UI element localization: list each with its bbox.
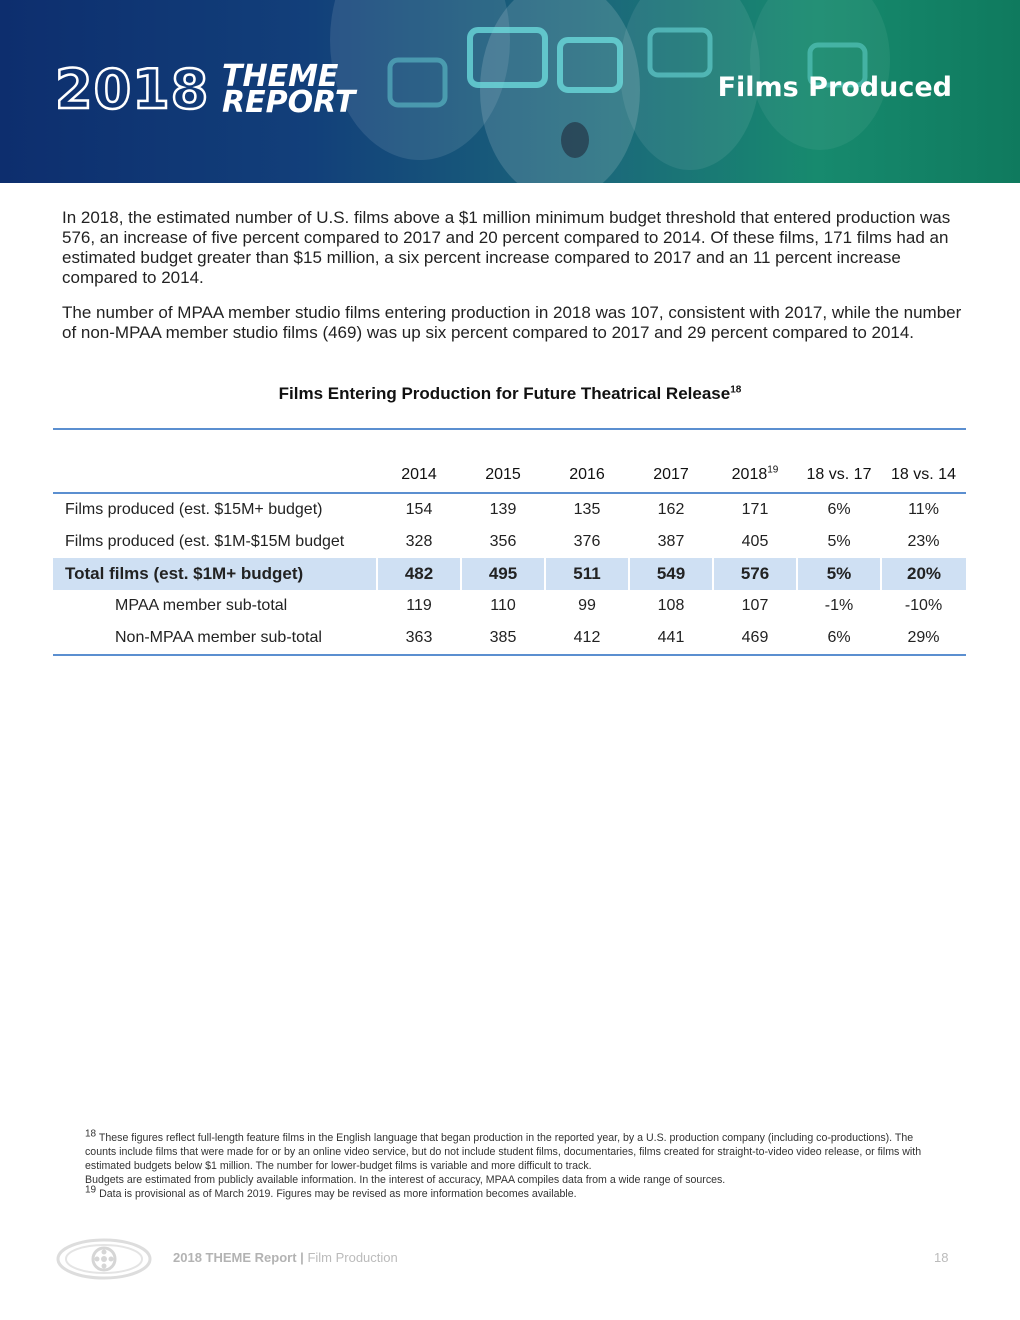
cell-18-vs-17: 5% (797, 558, 881, 590)
footnotes (85, 1128, 945, 1201)
cell-2014: 482 (377, 558, 461, 590)
table-row (53, 526, 966, 558)
cell-18-vs-17: 6% (797, 622, 881, 655)
cell-18-vs-17: 5% (827, 533, 851, 550)
cell-2017: 387 (657, 533, 685, 550)
cell-2016: 511 (545, 558, 629, 590)
row-label: Total films (est. $1M+ budget) (53, 558, 377, 590)
row-label: Films produced (est. $1M-$15M budget (65, 533, 345, 550)
footnote-ref-19: 19 (767, 464, 779, 476)
footer-report-label (173, 1250, 398, 1265)
table-row (53, 590, 966, 622)
cell-2017: 162 (657, 501, 685, 518)
header-banner (0, 0, 1020, 183)
cell-2017: 108 (657, 597, 685, 614)
row-label: Films produced (est. $15M+ budget) (65, 501, 323, 518)
header-2017: 2017 (629, 429, 713, 493)
cell-2018: 107 (741, 597, 769, 614)
cell-2018: 171 (741, 501, 769, 518)
footer-report-name: 2018 THEME Report (173, 1250, 297, 1265)
cell-2015: 356 (489, 533, 517, 550)
cell-2014: 328 (405, 533, 433, 550)
cell-18-vs-14: 11% (908, 501, 939, 518)
cell-2016: 99 (578, 597, 596, 614)
cell-18-vs-14: 29% (881, 622, 966, 655)
header-18-vs-17: 18 vs. 17 (797, 429, 881, 493)
cell-2014: 119 (406, 597, 432, 614)
header-label-blank (53, 429, 377, 493)
cell-2016: 412 (545, 622, 629, 655)
cell-2017: 441 (629, 622, 713, 655)
cell-2014: 154 (405, 501, 433, 518)
cell-2015: 139 (489, 501, 517, 518)
page-number: 18 (934, 1250, 949, 1265)
footnote-19-marker: 19 (85, 1184, 97, 1196)
cell-2014: 363 (377, 622, 461, 655)
cell-18-vs-14: -10% (904, 597, 943, 614)
cell-2016: 376 (573, 533, 601, 550)
footnote-18 (85, 1128, 945, 1173)
intro-paragraph-2: The number of MPAA member studio films entering production in 2018 was 107, consistent with 2017, while the number of non-MPAA member studio films (469) was up six percent compared to 2017 and 29 percent compared to 2014. (62, 303, 962, 342)
table-row (53, 493, 966, 526)
table-title (0, 384, 1020, 404)
row-label: MPAA member sub-total (115, 597, 288, 614)
footnote-budgets: Budgets are estimated from publicly available information. In the interest of accuracy, MPAA compiles data from a wide range of sources. (85, 1174, 726, 1186)
footer-section: Film Production (307, 1250, 398, 1265)
cell-2018: 405 (741, 533, 769, 550)
cell-2015: 110 (490, 597, 516, 614)
row-label: Non-MPAA member sub-total (53, 622, 377, 655)
cell-2017: 549 (629, 558, 713, 590)
footnote-ref-18: 18 (730, 384, 742, 396)
header-2014: 2014 (377, 429, 461, 493)
intro-paragraph-1: In 2018, the estimated number of U.S. films above a $1 million minimum budget threshold that entered production was 576, an increase of five percent compared to 2017 and 20 percent compared to 2014. Of these films, 171 films had an estimated budget greater than $15 million, a six percent increase compared to 2017 and an 11 percent increase compared to 2014. (62, 208, 951, 287)
cell-2015: 495 (461, 558, 545, 590)
header-2016: 2016 (545, 429, 629, 493)
header-18-vs-14: 18 vs. 14 (881, 429, 966, 493)
footer-separator: | (300, 1250, 304, 1265)
section-title: Films Produced (717, 72, 952, 103)
header-2015: 2015 (461, 429, 545, 493)
intro-text (62, 208, 962, 358)
header-2018 (713, 429, 797, 493)
logo-year: 2018 (55, 58, 210, 121)
cell-2018: 469 (713, 622, 797, 655)
cell-2018: 576 (713, 558, 797, 590)
cell-18-vs-17: 6% (827, 501, 851, 518)
films-production-table (53, 428, 966, 656)
logo-line-theme: THEME (222, 59, 339, 94)
cell-2016: 135 (573, 501, 601, 518)
table-row (53, 622, 966, 655)
cell-18-vs-14: 20% (881, 558, 966, 590)
cell-2015: 385 (461, 622, 545, 655)
mpaa-globe-logo-icon (56, 1238, 152, 1280)
footnote-19 (85, 1184, 945, 1201)
logo-line-report: REPORT (222, 85, 356, 120)
cell-18-vs-17: -1% (824, 597, 854, 614)
footnote-18-text: These figures reflect full-length feature films in the English language that began production in the reported year, by a U.S. production company (including co-productions). The counts include films that were made for or by an online video service, but do not include student films, documentaries, films created for straight-to-video video release, or films with estimated budgets below $1 million. The number for lower-budget films is variable and more difficult to track. (85, 1132, 922, 1172)
header-2018-text: 2018 (731, 466, 768, 483)
table-title-text: Films Entering Production for Future Theatrical Release (278, 384, 731, 403)
cell-18-vs-14: 23% (907, 533, 940, 550)
logo-theme-report (222, 59, 356, 120)
table-header-row (53, 429, 966, 493)
footnote-19-text: Data is provisional as of March 2019. Figures may be revised as more information becomes available. (99, 1188, 577, 1200)
table-row-total (53, 558, 966, 590)
footnote-18-marker: 18 (85, 1128, 97, 1140)
